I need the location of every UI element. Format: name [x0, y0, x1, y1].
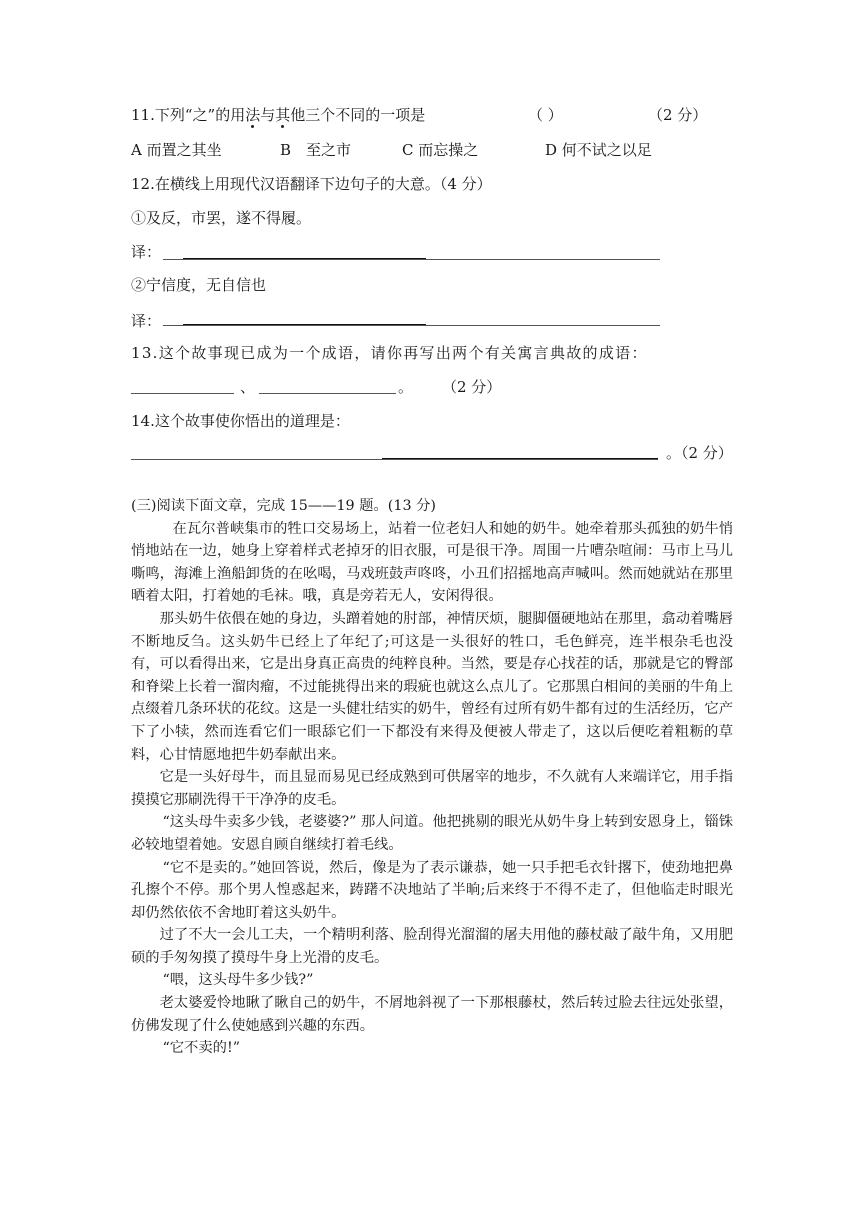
passage-paragraph: 在瓦尔普峡集市的牲口交易场上，站着一位老妇人和她的奶牛。她牵着那头孤独的奶牛悄悄地站在一边，她身上穿着样式老掉牙的旧衣服，可是很干净。周围一片嘈杂喧闹：马市上马儿嘶鸣，海滩上渔船卸货的在吆喝，马戏班鼓声咚咚，小丑们招摇地高声喊叫。然而她就站在那里晒着太阳，打着她的毛袜。哦，真是旁若无人，安闲得很。: [131, 520, 733, 605]
passage-paragraph: 它是一头好母牛，而且显而易见已经成熟到可供屠宰的地步，不久就有人来端详它，用手指摸摸它那刷洗得干干净净的皮毛。: [131, 769, 733, 808]
passage-header: (三)阅读下面文章，完成 15——19 题。(13 分): [131, 498, 436, 514]
q12-translate-label-1: 译：: [131, 243, 162, 261]
reading-passage: [131, 495, 733, 1060]
q12-title: 12.在横线上用现代汉语翻译下边句子的大意。（4 分）: [131, 175, 492, 193]
q12-answer-line-1[interactable]: [163, 259, 660, 260]
q14-end: 。（2 分）: [666, 444, 733, 462]
q11-emphasis-2: 其: [275, 106, 291, 124]
passage-paragraph: 过了不大一会儿工夫，一个精明利落、脸刮得光溜溜的屠夫用他的藤杖敲了敲牛角，又用肥硕的手匆匆摸了摸母牛身上光滑的皮毛。: [131, 927, 733, 966]
passage-paragraph: 那头奶牛依偎在她的身边，头蹭着她的肘部，神情厌烦，腿脚僵硬地站在那里，翕动着嘴唇不断地反刍。这头奶牛已经上了年纪了;可这是一头很好的牲口，毛色鲜亮，连半根杂毛也没有，可以看得出来，它是出身真正高贵的纯粹良种。当然，要是存心找茬的话，那就是它的臀部和脊梁上长着一溜肉瘤，不过能挑得出来的瑕疵也就这么点儿了。它那黑白相间的美丽的牛角上点缀着几条环状的花纹。这是一头健壮结实的奶牛，曾经有过所有奶牛都有过的生活经历，它产下了小犊，然而连看它们一眼舔它们一下都没有来得及便被人带走了，这以后便吃着粗粝的草料，心甘情愿地把牛奶奉献出来。: [131, 610, 733, 763]
passage-paragraph: 老太婆爱怜地瞅了瞅自己的奶牛，不屑地斜视了一下那根藤杖，然后转过脸去往远处张望，仿佛发现了什么使她感到兴趣的东西。: [131, 995, 733, 1034]
q14-answer-line[interactable]: [131, 459, 658, 460]
q11-line: [131, 105, 425, 125]
q11-option-c: C 而忘操之: [402, 141, 479, 159]
q11-emphasis-1: 法: [245, 106, 261, 124]
q14-title: 14.这个故事使你悟出的道理是：: [131, 412, 350, 430]
q11-option-d: D 何不试之以足: [545, 141, 652, 159]
q11-option-b: B 至之市: [280, 141, 352, 159]
q11-option-a: A 而置之其坐: [131, 141, 222, 159]
q14-answer-line-bold: [382, 458, 658, 459]
q13-score: （2 分）: [442, 378, 502, 396]
q13-answer-line-1[interactable]: [131, 393, 234, 394]
q12-answer-line-2[interactable]: [163, 325, 660, 326]
q13-separator: 、: [240, 378, 256, 396]
passage-paragraph: “喂，这头母牛多少钱?”: [162, 972, 314, 989]
q11-rest: 他三个不同的一项是: [290, 106, 426, 124]
q12-answer-line-1-bold: [183, 258, 426, 259]
q11-answer-paren: （ ）: [528, 106, 563, 124]
q13-answer-line-2[interactable]: [259, 393, 396, 394]
q11-mid: 与: [260, 106, 276, 124]
passage-paragraph: “这头母牛卖多少钱，老婆婆?” 那人问道。他把挑剔的眼光从奶牛身上转到安恩身上，锱铢必较地望着她。安恩自顾自继续打着毛线。: [131, 814, 733, 853]
q11-prefix: 11.下列“之”的用: [131, 106, 246, 124]
q11-score: （2 分）: [648, 106, 708, 124]
q12-translate-label-2: 译：: [131, 312, 162, 330]
q13-end: 。: [398, 378, 414, 396]
q13-title: 13.这个故事现已成为一个成语，请你再写出两个有关寓言典故的成语：: [131, 344, 648, 362]
passage-paragraph: “它不是卖的。”她回答说，然后，像是为了表示谦恭，她一只手把毛衣针撂下，使劲地把鼻孔擦个不停。那个男人惶惑起来，踌躇不决地站了半晌;后来终于不得不走了，但他临走时眼光却仍然依依不舍地盯着这头奶牛。: [131, 859, 733, 921]
q12-sentence-2: ②宁信度，无自信也: [131, 276, 267, 294]
q12-answer-line-2-bold: [183, 324, 426, 325]
q12-sentence-1: ①及反，市罢，遂不得履。: [131, 209, 312, 227]
passage-paragraph: “它不卖的!”: [162, 1040, 241, 1057]
